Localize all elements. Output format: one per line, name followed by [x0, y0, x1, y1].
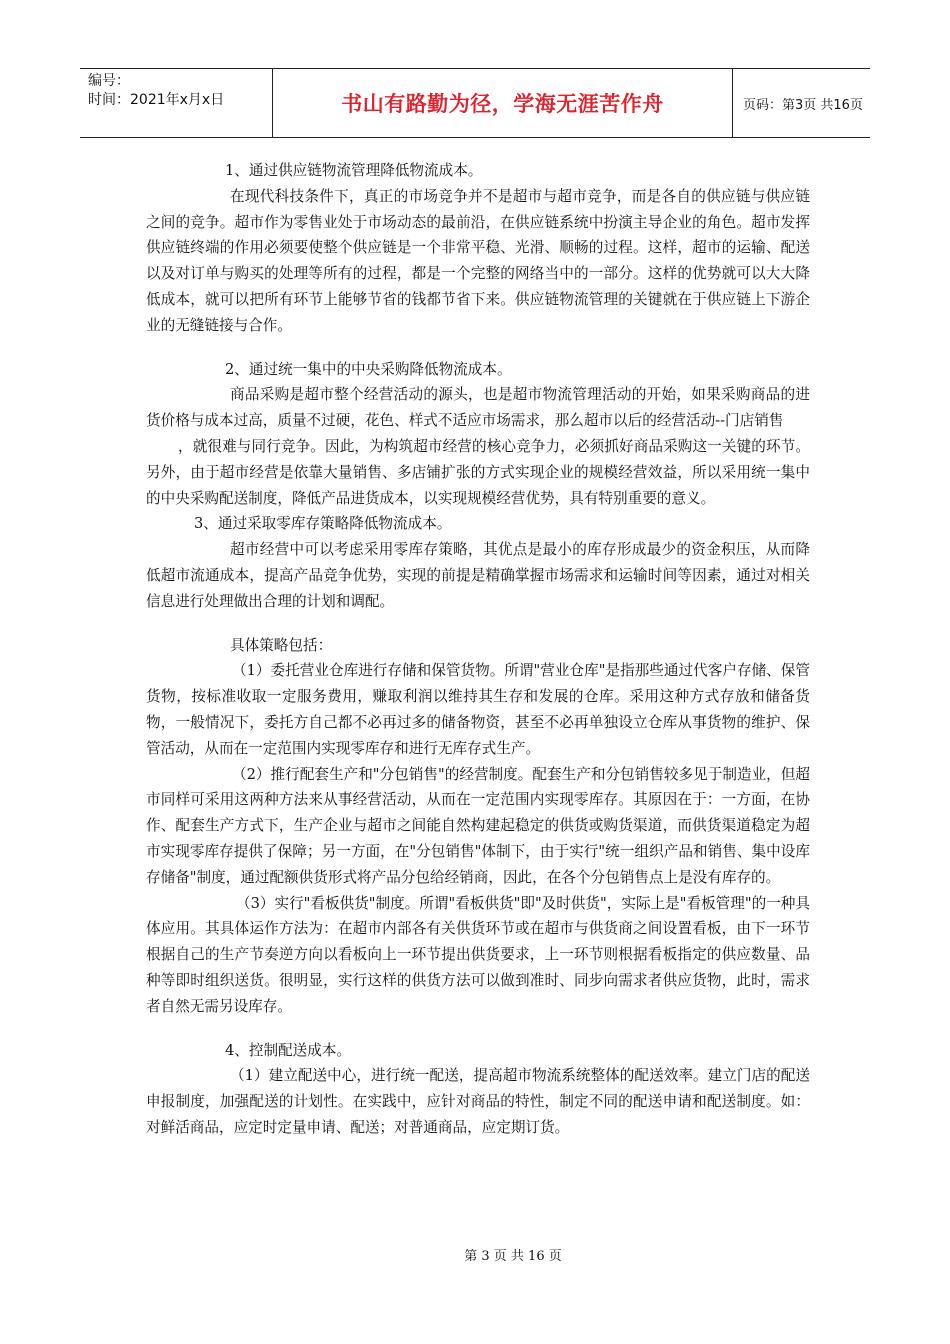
header-motto-cell [273, 69, 733, 137]
footer-page-number: 第 3 页 共 16 页 [464, 1249, 562, 1264]
section-4-title: 4、控制配送成本。 [225, 1041, 352, 1059]
strategy-heading: 具体策略包括： [230, 636, 333, 654]
document-body [146, 158, 810, 1141]
date-label: 时间：2021年x月x日 [88, 92, 225, 108]
section-1-title: 1、通过供应链物流管理降低物流成本。 [225, 162, 483, 179]
number-label: 编号： [88, 73, 130, 89]
section-4-item-1: （1）建立配送中心，进行统一配送，提高超市物流系统整体的配送效率。建立门店的配送申报制度，加强配送的计划性。在实践中，应针对商品的特性，制定不同的配送申请和配送制度。如：对鲜活商品，应定时定量申请、配送；对普通商品，应定期订货。 [146, 1067, 810, 1136]
page-footer [0, 1245, 950, 1264]
strategy-item-3: （3）实行"看板供货"制度。所谓"看板供货"即"及时供货"，实际上是"看板管理"的一种具体应用。其具体运作方法为：在超市内部各有关供货环节或在超市与供货商之间设置看板，由下一环节根据自己的生产节奏逆方向以看板向上一环节提出供货要求，上一环节则根据看板指定的供应数量、品种等即时组织送货。很明显，实行这样的供货方法可以做到准时、同步向需求者供应货物，此时，需求者自然无需另设库存。 [146, 894, 810, 1015]
section-3-title: 3、通过采取零库存策略降低物流成本。 [194, 515, 452, 533]
section-2-paragraph-2: ，就很难与同行竞争。因此，为构筑超市经营的核心竞争力，必须抓好商品采购这一关键的环节。另外，由于超市经营是依靠大量销售、多店铺扩张的方式实现企业的规模经营效益，所以采用统一集中的中央采购配送制度，降低产品进货成本，以实现规模经营优势，具有特别重要的意义。 [146, 437, 810, 507]
section-3-paragraph: 超市经营中可以考虑采用零库存策略，其优点是最小的库存形成最少的资金积压，从而降低超市流通成本，提高产品竞争优势，实现的前提是精确掌握市场需求和运输时间等因素，通过对相关信息进行处理做出合理的计划和调配。 [146, 541, 810, 610]
motto: 书山有路勤为径，学海无涯苦作舟 [341, 92, 664, 116]
section-1-paragraph: 在现代科技条件下，真正的市场竞争并不是超市与超市竞争，而是各自的供应链与供应链之间的竞争。超市作为零售业处于市场动态的最前沿，在供应链系统中扮演主导企业的角色。超市发挥供应链终端的作用必须要使整个供应链是一个非常平稳、光滑、顺畅的过程。这样，超市的运输、配送以及对订单与购买的处理等所有的过程，都是一个完整的网络当中的一部分。这样的优势就可以大大降低成本，就可以把所有环节上能够节省的钱都节省下来。供应链物流管理的关键就在于供应链上下游企业的无缝链接与合作。 [146, 187, 810, 334]
header-meta [80, 69, 273, 137]
page-header [80, 68, 870, 138]
strategy-item-1: （1）委托营业仓库进行存储和保管货物。所谓"营业仓库"是指那些通过代客户存储、保管货物，按标准收取一定服务费用，赚取利润以维持其生存和发展的仓库。采用这种方式存放和储备货物，一般情况下，委托方自己都不必再过多的储备物资，甚至不必再单独设立仓库从事货物的维护、保管活动，从而在一定范围内实现零库存和进行无库存式生产。 [146, 662, 810, 757]
strategy-item-2: （2）推行配套生产和"分包销售"的经营制度。配套生产和分包销售较多见于制造业，但超市同样可采用这两种方法来从事经营活动，从而在一定范围内实现零库存。其原因在于：一方面，在协作、配套生产方式下，生产企业与超市之间能自然构建起稳定的供货或购货渠道，而供货渠道稳定为超市实现零库存提供了保障；另一方面，在"分包销售"体制下，由于实行"统一组织产品和销售、集中设库存储备"制度，通过配额供货形式将产品分包给经销商，因此，在各个分包销售点上是没有库存的。 [146, 765, 810, 886]
section-2-title: 2、通过统一集中的中央采购降低物流成本。 [225, 360, 512, 378]
page-info: 页码：第3页 共16页 [743, 97, 863, 113]
section-2-paragraph-1: 商品采购是超市整个经营活动的源头，也是超市物流管理活动的开始，如果采购商品的进货价格与成本过高，质量不过硬，花色、样式不适应市场需求，那么超市以后的经营活动--门店销售 [146, 386, 810, 430]
